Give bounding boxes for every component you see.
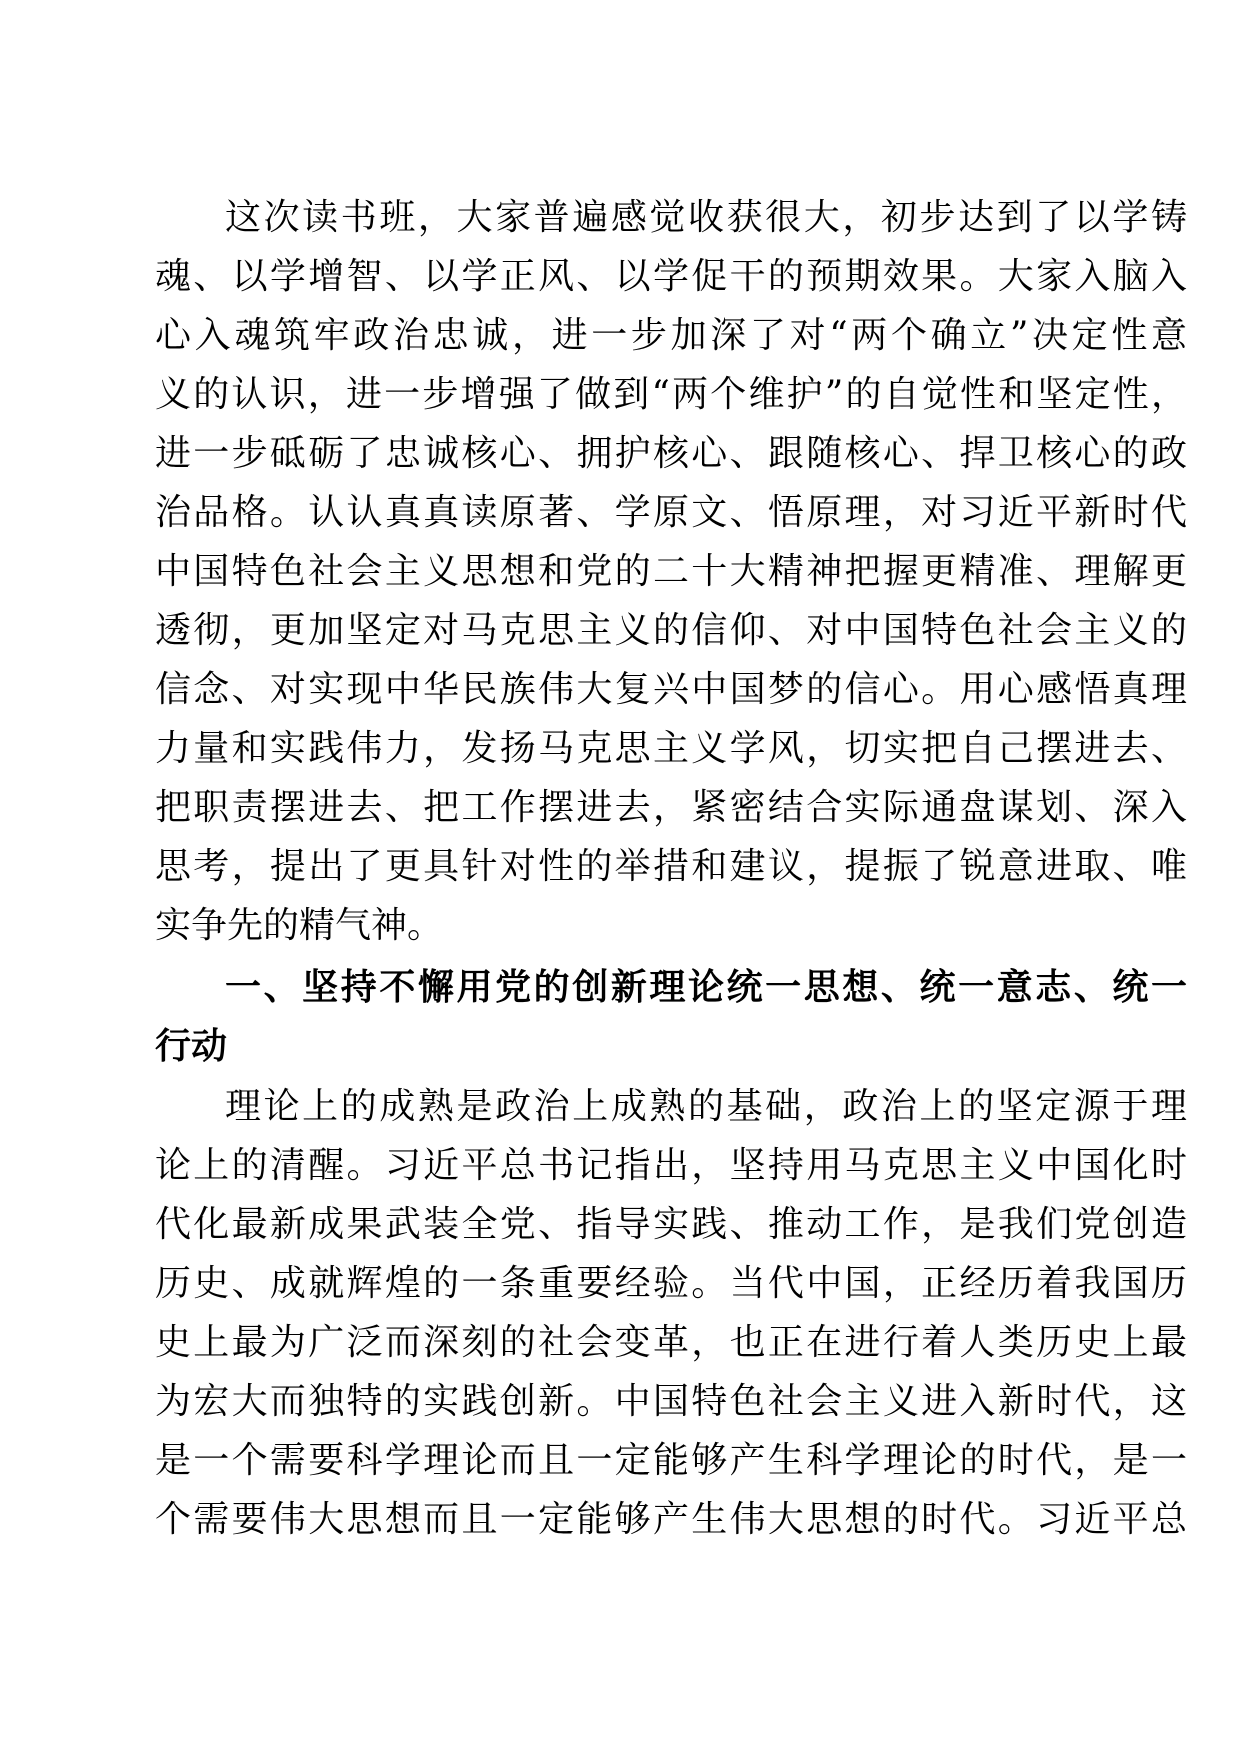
paragraph-line: 义的认识，进一步增强了做到“两个维护”的自觉性和坚定性，	[155, 374, 1187, 415]
paragraph-line: 治品格。认认真真读原著、学原文、悟原理，对习近平新时代	[155, 492, 1187, 533]
paragraph-line: 力量和实践伟力，发扬马克思主义学风，切实把自己摆进去、	[155, 728, 1187, 769]
heading-line: 行动	[155, 1026, 228, 1067]
paragraph-line: 进一步砥砺了忠诚核心、拥护核心、跟随核心、捍卫核心的政	[155, 433, 1187, 474]
paragraph-line: 历史、成就辉煌的一条重要经验。当代中国，正经历着我国历	[155, 1263, 1187, 1304]
heading-line: 一、坚持不懈用党的创新理论统一思想、统一意志、统一	[225, 967, 1187, 1008]
document-body	[155, 188, 1187, 1549]
paragraph-2	[155, 1077, 1187, 1549]
paragraph-line: 透彻，更加坚定对马克思主义的信仰、对中国特色社会主义的	[155, 610, 1187, 651]
paragraph-line: 个需要伟大思想而且一定能够产生伟大思想的时代。习近平总	[155, 1499, 1187, 1540]
paragraph-line: 思考，提出了更具针对性的举措和建议，提振了锐意进取、唯	[155, 846, 1187, 887]
paragraph-line: 把职责摆进去、把工作摆进去，紧密结合实际通盘谋划、深入	[155, 787, 1187, 828]
paragraph-line: 心入魂筑牢政治忠诚，进一步加深了对“两个确立”决定性意	[155, 315, 1187, 356]
paragraph-line: 中国特色社会主义思想和党的二十大精神把握更精准、理解更	[155, 551, 1187, 592]
paragraph-line: 是一个需要科学理论而且一定能够产生科学理论的时代，是一	[155, 1440, 1187, 1481]
paragraph-line: 史上最为广泛而深刻的社会变革，也正在进行着人类历史上最	[155, 1322, 1187, 1363]
paragraph-line: 这次读书班，大家普遍感觉收获很大，初步达到了以学铸	[225, 197, 1187, 238]
paragraph-line: 信念、对实现中华民族伟大复兴中国梦的信心。用心感悟真理	[155, 669, 1187, 710]
paragraph-line: 实争先的精气神。	[155, 905, 444, 946]
paragraph-line: 理论上的成熟是政治上成熟的基础，政治上的坚定源于理	[225, 1086, 1187, 1127]
paragraph-line: 魂、以学增智、以学正风、以学促干的预期效果。大家入脑入	[155, 256, 1187, 297]
section-heading-1	[155, 958, 1187, 1076]
paragraph-line: 论上的清醒。习近平总书记指出，坚持用马克思主义中国化时	[155, 1145, 1187, 1186]
paragraph-line: 代化最新成果武装全党、指导实践、推动工作，是我们党创造	[155, 1204, 1187, 1245]
paragraph-1	[155, 188, 1187, 955]
paragraph-line: 为宏大而独特的实践创新。中国特色社会主义进入新时代，这	[155, 1381, 1187, 1422]
